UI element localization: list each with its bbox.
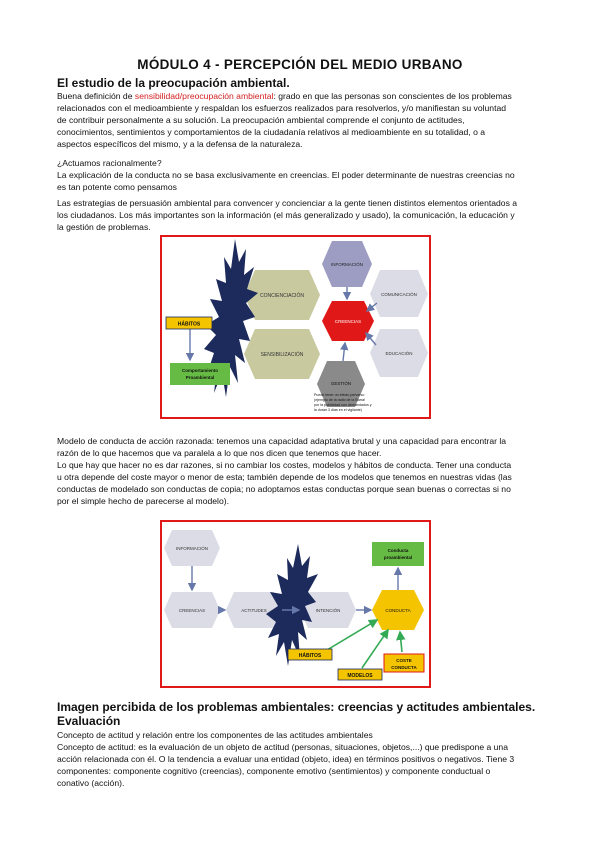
paragraph-model [57,435,545,508]
text-line: Concepto de actitud y relación entre los componentes de las actitudes ambientales [57,730,373,740]
text-line [57,90,545,102]
arrow-coste-conducta [400,632,402,652]
arrow-educacion-creencias [366,333,376,345]
note-line: (ejemplo de la radio de la Barra! [314,398,366,402]
label-informacion: INFORMACIÓN [176,546,208,551]
text-line: Lo que hay que hacer no es dar razones, si no cambiar los costes, modelos y hábitos de conducta. Tener una conducta [57,460,512,471]
box-conducta-proambiental [372,542,424,566]
section-heading-imagen [57,700,535,728]
label-actitudes: ACTITUDES [241,608,267,613]
label-creencias: CREENCIAS [178,608,206,613]
text-line: relacionados con el medioambiente y respaldan los esfuerzos realizados para resolverlos, y/o manifiestan su voluntad [57,103,507,114]
section-heading-preocupacion: El estudio de la preocupación ambiental. [57,76,290,90]
heading-line: Imagen percibida de los problemas ambientales: creencias y actitudes ambientales. [57,700,536,714]
text-line: conductas de modelado son conductas de copia; no adoptamos estas conductas porque sean buenas o correctas si no [57,484,511,495]
label-educacion: EDUCACIÓN [385,351,413,356]
label-conducta-pro-2: proambiental [383,555,413,560]
heading-line: Evaluación [57,714,121,728]
arrow-comunicacion-creencias [367,303,377,311]
label-habitos: HÁBITOS [177,321,201,328]
label-coste-2: CONDUCTA [391,665,417,670]
label-sensibilizacion: SENSIBILIZACIÓN [260,352,304,358]
paragraph-attitude [57,729,545,789]
label-coste-1: COSTE [396,658,412,663]
arrow-gestion-creencias [343,343,345,361]
text-line: por el simple hecho de parecerse al modelo). [57,496,229,507]
label-concienciacion: CONCIENCIACIÓN [260,293,304,299]
note-line: por la publicidad son demandados y [314,403,372,407]
text-line: de contribuir personalmente a su solución. La preocupación ambiental comprende el conjunto de actitudes, [57,115,465,126]
text-line: La explicación de la conducta no se basa exclusivamente en creencias. El poder determinante de nuestras creencias no [57,170,515,181]
text-line: u otra depende del coste mayor o menor de esta; también depende de los modelos que tenemos en nuestras vidas (las [57,472,512,483]
action-model-diagram [162,522,429,686]
paragraph-definition [57,90,545,150]
persuasion-diagram [162,237,429,417]
label-intencion: INTENCIÓN [315,608,341,613]
label-informacion: INFORMACIÓN [331,262,363,267]
text-line: es tan potente como pensamos [57,182,177,193]
label-gestion: GESTIÓN [330,381,352,386]
box-comportamiento [170,363,230,385]
text-line: componentes: componente cognitivo (creencias), componente emotivo (sentimientos) y componente conductual o [57,766,491,777]
text-line: Modelo de conducta de acción razonada: tenemos una capacidad adaptativa brutal y una capacidad para encontrar la [57,436,507,446]
label-comportamiento-1: Comportamiento [182,368,218,373]
paragraph-strategies [57,197,545,233]
figure-persuasion-diagram [160,235,431,419]
highlight-term: sensibilidad/preocupación ambiental [134,91,274,101]
label-habitos: HÁBITOS [298,653,322,659]
label-modelos: MODELOS [347,673,373,679]
figure-action-model-diagram [160,520,431,688]
text-line: la gestión de problemas. [57,222,151,233]
text-line: aspectos específicos del mismo, y a la defensa de la naturaleza. [57,139,303,150]
note-line: Puede tener un efecto perverso [314,393,365,397]
text-span: : grado en que las personas son conscientes de los problemas [273,91,512,101]
text-line: Concepto de actitud: es la evaluación de un objeto de actitud (personas, situaciones, objetos,...) que predispone a una [57,742,508,753]
page-title: MÓDULO 4 - PERCEPCIÓN DEL MEDIO URBANO [137,57,463,72]
text-line: conativo (acción). [57,778,125,789]
text-line: Las estrategias de persuasión ambiental para convencer y concienciar a la gente tienen distintos elementos orientados a [57,198,518,208]
text-span: Buena definición de [57,91,135,101]
text-line: ¿Actuamos racionalmente? [57,158,162,168]
text-line: los ciudadanos. Los más importantes son la información (el más generalizado y usado), la comunicación, la educación y [57,210,515,221]
paragraph-question [57,157,545,193]
label-comportamiento-2: Proambiental [185,375,215,380]
text-line: razón de lo que hacemos que va paralela a lo que nos dicen que tenemos que hacer. [57,448,382,459]
label-conducta-pro-1: Conducta [387,548,409,553]
note-line: la duran 3 días en el vigilante) [314,408,362,412]
label-conducta: CONDUCTA [385,608,411,613]
label-creencias: CREENCIAS [334,319,362,324]
text-line: acción relacionada con él. O la tendencia a evaluar una entidad (objeto, idea) en términos positivos o negativos. Tiene 3 [57,754,515,765]
text-line: conocimientos, sentimientos y comportamientos de la ciudadanía relativos al medioambiente en su totalidad, o a [57,127,486,138]
label-comunicacion: COMUNICACIÓN [381,292,417,297]
